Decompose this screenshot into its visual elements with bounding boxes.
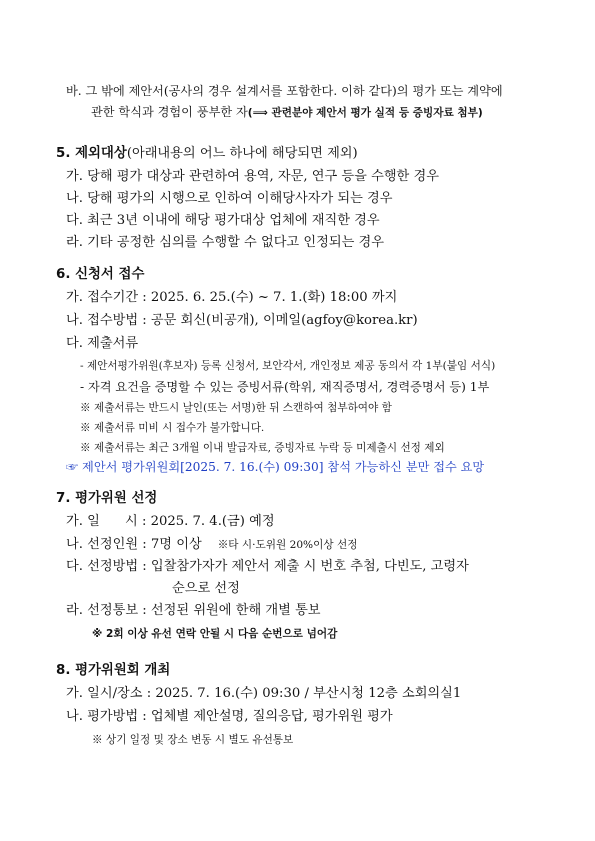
section-5-item: 가. 당해 평가 대상과 관련하여 용역, 자문, 연구 등을 수행한 경우 (66, 169, 439, 184)
section-5-subtitle: (아래내용의 어느 하나에 해당되면 제외) (126, 146, 358, 161)
submission-note: ※ 제출서류는 최근 3개월 이내 발급자료, 증빙자료 누락 등 미제출시 선정 제외 (80, 442, 445, 454)
selection-method: 다. 선정방법 : 입찰참가자가 제안서 제출 시 번호 추첨, 다빈도, 고령자 (66, 559, 469, 574)
selection-count-text: 나. 선정인원 : 7명 이상 (66, 537, 202, 552)
section-6-heading: 6. 신청서 접수 (56, 267, 145, 282)
submission-note: ※ 제출서류는 반드시 날인(또는 서명)한 뒤 스캔하여 첨부하여야 함 (80, 402, 392, 414)
meeting-method: 나. 평가방법 : 업체별 제안설명, 질의응답, 평가위원 평가 (66, 709, 393, 724)
submission-doc-item: - 제안서평가위원(후보자) 등록 신청서, 보안각서, 개인정보 제공 동의서 각 1부(붙임 서식) (80, 360, 496, 372)
selection-method-cont: 순으로 선정 (172, 581, 240, 596)
selection-contact-note: ※ 2회 이상 유선 연락 안될 시 다음 순번으로 넘어감 (92, 628, 338, 640)
section-5-item: 나. 당해 평가의 시행으로 인하여 이해당사자가 되는 경우 (66, 191, 393, 206)
submission-doc-item: - 자격 요건을 증명할 수 있는 증빙서류(학위, 재직증명서, 경력증명서 등) 1부 (80, 380, 490, 394)
intro-line-1: 바. 그 밖에 제안서(공사의 경우 설계서를 포함한다. 이하 같다)의 평가 또는 계약에 (66, 84, 503, 98)
section-5-item: 다. 최근 3년 이내에 해당 평가대상 업체에 재직한 경우 (66, 213, 380, 228)
section-8-heading: 8. 평가위원회 개최 (56, 663, 171, 678)
intro-line-2-text: 관한 학식과 경험이 풍부한 자 (91, 105, 248, 119)
selection-count-note: ※타 시·도위원 20%이상 선정 (217, 539, 358, 551)
attendance-notice: ☞ 제안서 평가위원회[2025. 7. 16.(수) 09:30] 참석 가능하신 분만 접수 요망 (66, 460, 485, 474)
submission-note: ※ 제출서류 미비 시 접수가 불가합니다. (80, 422, 265, 434)
section-5-item: 라. 기타 공정한 심의를 수행할 수 없다고 인정되는 경우 (66, 235, 384, 250)
section-7-heading: 7. 평가위원 선정 (56, 491, 158, 506)
submission-method: 나. 접수방법 : 공문 회신(비공개), 이메일(agfoy@korea.kr) (66, 313, 418, 328)
section-5-heading (56, 145, 358, 163)
selection-count (66, 536, 357, 554)
section-5-title: 5. 제외대상 (56, 146, 127, 161)
meeting-place: 가. 일시/장소 : 2025. 7. 16.(수) 09:30 / 부산시청 12층 소회의실1 (66, 686, 462, 701)
intro-line-2 (91, 103, 483, 122)
meeting-note: ※ 상기 일정 및 장소 변동 시 별도 유선통보 (92, 734, 294, 746)
intro-evidence-note: (⟹ 관련분야 제안서 평가 실적 등 증빙자료 첨부) (247, 107, 483, 119)
submission-period: 가. 접수기간 : 2025. 6. 25.(수) ~ 7. 1.(화) 18:00 까지 (66, 290, 398, 305)
selection-notify: 라. 선정통보 : 선정된 위원에 한해 개별 통보 (66, 603, 321, 618)
submission-docs-title: 다. 제출서류 (66, 336, 139, 351)
selection-date: 가. 일 시 : 2025. 7. 4.(금) 예정 (66, 514, 275, 529)
